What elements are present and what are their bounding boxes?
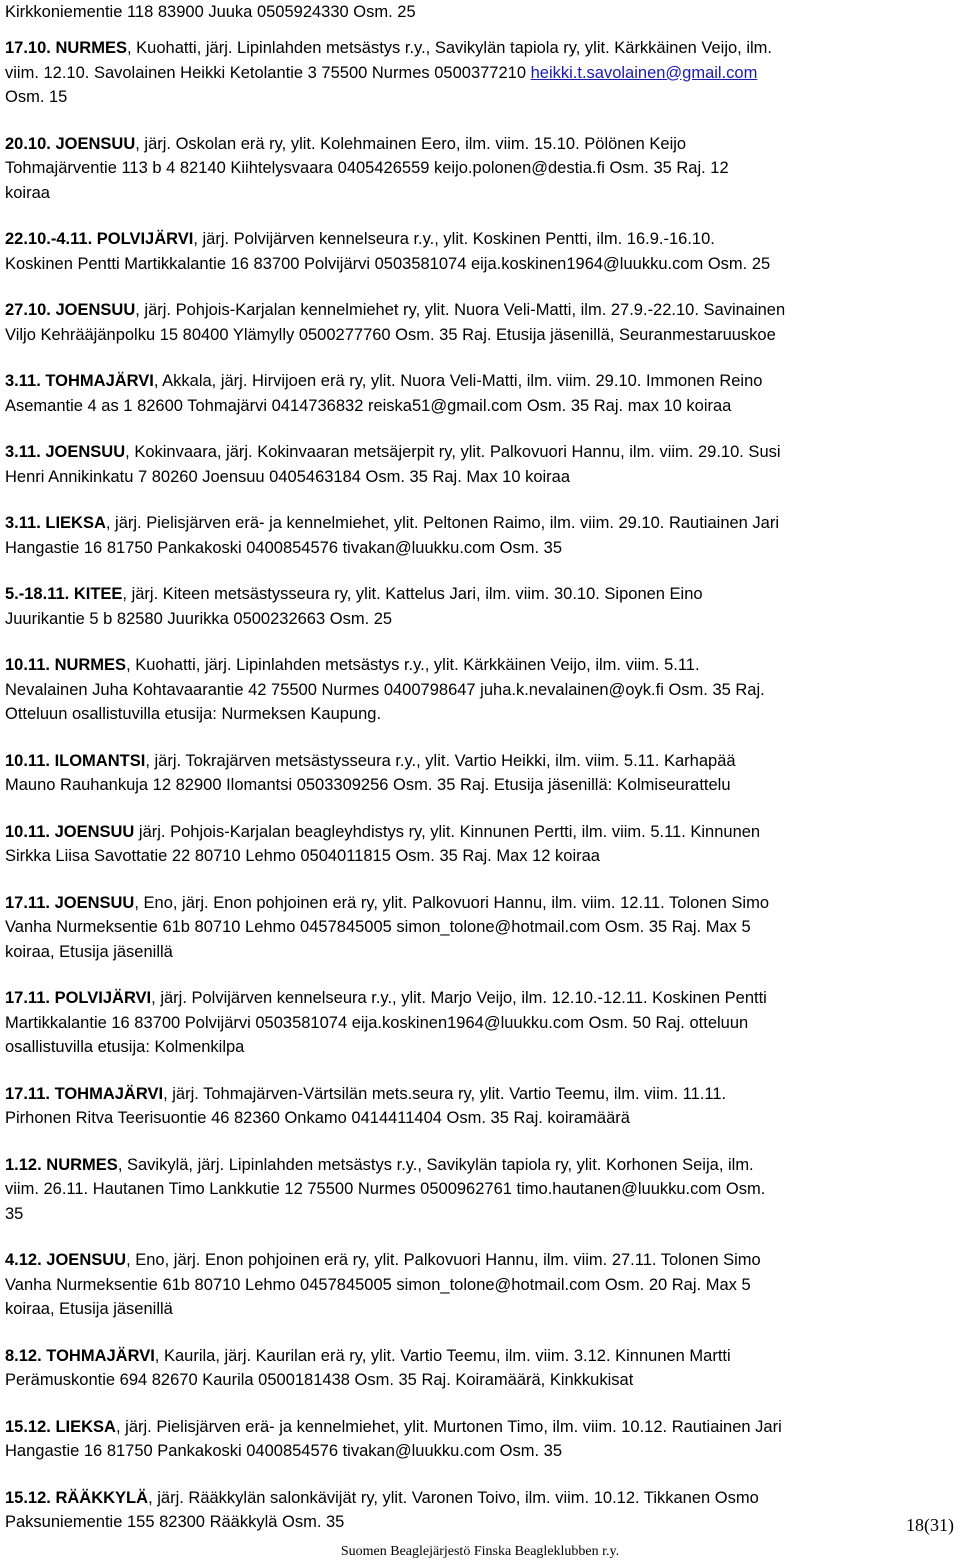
event-town: KITEE (73, 585, 123, 603)
event-details: , järj. Pielisjärven erä- ja kennelmiehet, ylit. Murtonen Timo, ilm. viim. 10.12. Rautiainen Jari (115, 1417, 782, 1436)
event-first-line (5, 820, 955, 845)
event-entry (5, 820, 955, 869)
event-town: RÄÄKKYLÄ (55, 1488, 149, 1507)
event-details: , järj. Kiteen metsästysseura ry, ylit. Kattelus Jari, ilm. viim. 30.10. Siponen Eino (122, 585, 703, 603)
event-entry (5, 1153, 955, 1227)
event-town: JOENSUU (55, 134, 136, 153)
event-first-line (5, 1153, 955, 1178)
event-line: Otteluun osallistuvilla etusija: Nurmeksen Kaupung. (5, 705, 382, 723)
event-date: 3.11. (5, 372, 46, 390)
event-details: , järj. Pielisjärven erä- ja kennelmiehet, ylit. Peltonen Raimo, ilm. viim. 29.10. Rautiainen Jari (105, 514, 780, 532)
event-first-line (5, 440, 955, 465)
event-line: koiraa, Etusija jäsenillä (5, 942, 173, 961)
continued-address-line: Kirkkoniementie 118 83900 Juuka 0505924330 Osm. 25 (5, 3, 416, 21)
event-first-line (5, 1248, 955, 1273)
event-town: POLVIJÄRVI (96, 230, 194, 248)
event-line: Nevalainen Juha Kohtavaarantie 42 75500 Nurmes 0400798647 juha.k.nevalainen@oyk.fi Osm. 35 Raj. (5, 680, 765, 699)
event-first-line (5, 891, 955, 916)
event-entry (5, 132, 955, 206)
event-date: 10.11. (5, 822, 55, 841)
event-line: koiraa (5, 183, 50, 202)
event-town: JOENSUU (54, 822, 135, 841)
event-town: NURMES (54, 656, 127, 674)
email-link[interactable]: heikki.t.savolainen@gmail.com (530, 63, 758, 82)
event-line: Mauno Rauhankuja 12 82900 Ilomantsi 0503309256 Osm. 35 Raj. Etusija jäsenillä: Kolmiseurattelu (5, 776, 731, 794)
event-date: 8.12. (5, 1346, 47, 1365)
event-details: , Kuohatti, järj. Lipinlahden metsästys r.y., ylit. Kärkkäinen Veijo, ilm. viim. 5.11. (126, 656, 700, 674)
event-town: JOENSUU (45, 443, 126, 461)
event-details: , järj. Tohmajärven-Värtsilän mets.seura ry, ylit. Vartio Teemu, ilm. viim. 11.11. (163, 1084, 727, 1103)
event-line: koiraa, Etusija jäsenillä (5, 1300, 173, 1318)
event-date: 10.11. (5, 656, 55, 674)
event-first-line (5, 511, 955, 536)
event-details: , Eno, järj. Enon pohjoinen erä ry, ylit. Palkovuori Hannu, ilm. viim. 12.11. Tolonen Simo (134, 893, 769, 912)
event-entry (5, 1082, 955, 1131)
event-line: Viljo Kehrääjänpolku 15 80400 Ylämylly 0500277760 Osm. 35 Raj. Etusija jäsenillä, Seuranmestaruuskoe (5, 325, 776, 344)
event-town: LIEKSA (55, 1417, 116, 1436)
event-first-line (5, 227, 955, 252)
event-line: Paksuniementie 155 82300 Rääkkylä Osm. 35 (5, 1513, 345, 1531)
event-entry (5, 1248, 955, 1322)
event-date: 15.12. (5, 1488, 56, 1507)
event-details: , järj. Pohjois-Karjalan kennelmiehet ry, ylit. Nuora Veli-Matti, ilm. 27.9.-22.10. Savinainen (135, 301, 786, 319)
event-first-line (5, 1486, 955, 1511)
event-first-line (5, 1415, 955, 1440)
event-line: Hangastie 16 81750 Pankakoski 0400854576 tivakan@luukku.com Osm. 35 (5, 1442, 563, 1460)
event-entry (5, 369, 955, 418)
event-date: 17.11. (5, 1084, 55, 1103)
event-entry (5, 227, 955, 276)
event-details: , Eno, järj. Enon pohjoinen erä ry, ylit. Palkovuori Hannu, ilm. viim. 27.11. Tolonen Simo (126, 1251, 761, 1269)
event-entry (5, 36, 955, 110)
event-town: LIEKSA (45, 514, 106, 532)
event-line: Henri Annikinkatu 7 80260 Joensuu 0405463184 Osm. 35 Raj. Max 10 koiraa (5, 467, 571, 486)
event-line: Vanha Nurmeksentie 61b 80710 Lehmo 0457845005 simon_tolone@hotmail.com Osm. 35 Raj. Max 5 (5, 918, 751, 936)
event-entry (5, 582, 955, 631)
event-first-line (5, 132, 955, 157)
event-line: Tohmajärventie 113 b 4 82140 Kiihtelysvaara 0405426559 keijo.polonen@destia.fi Osm. 35 Raj. 12 (5, 159, 729, 177)
event-town: TOHMAJÄRVI (46, 1346, 155, 1365)
event-details: , Kokinvaara, järj. Kokinvaaran metsäjerpit ry, ylit. Palkovuori Hannu, ilm. viim. 29.10. Susi (125, 443, 781, 461)
page-content (5, 0, 955, 1535)
event-line: 35 (5, 1204, 24, 1223)
event-town: TOHMAJÄRVI (45, 372, 154, 390)
event-details: , Savikylä, järj. Lipinlahden metsästys r.y., Savikylän tapiola ry, ylit. Korhonen Seija, ilm. (117, 1155, 754, 1174)
event-date: 3.11. (5, 443, 46, 461)
event-entry (5, 1415, 955, 1464)
event-line: Martikkalantie 16 83700 Polvijärvi 0503581074 eija.koskinen1964@luukku.com Osm. 50 Raj. otteluun (5, 1013, 749, 1032)
event-line: viim. 26.11. Hautanen Timo Lankkutie 12 75500 Nurmes 0500962761 timo.hautanen@luukku.com Osm. (5, 1180, 766, 1198)
event-details: , järj. Polvijärven kennelseura r.y., ylit. Koskinen Pentti, ilm. 16.9.-16.10. (193, 230, 715, 248)
event-line: Hangastie 16 81750 Pankakoski 0400854576 tivakan@luukku.com Osm. 35 (5, 538, 563, 557)
event-line: Osm. 15 (5, 88, 68, 106)
event-town: JOENSUU (46, 1251, 127, 1269)
event-date: 17.11. (5, 893, 55, 912)
event-details: järj. Pohjois-Karjalan beagleyhdistys ry, ylit. Kinnunen Pertti, ilm. viim. 5.11. Kinnunen (134, 822, 761, 841)
event-line: viim. 12.10. Savolainen Heikki Ketolantie 3 75500 Nurmes 0500377210 heikki.t.savolainen@gmail.com (5, 63, 758, 82)
event-date: 1.12. (5, 1155, 47, 1174)
event-details: , järj. Oskolan erä ry, ylit. Kolehmainen Eero, ilm. viim. 15.10. Pölönen Keijo (135, 134, 687, 153)
event-first-line (5, 582, 955, 607)
page-footer: Suomen Beaglejärjestö Finska Beagleklubben r.y. (340, 1544, 620, 1559)
event-details: , järj. Rääkkylän salonkävijät ry, ylit. Varonen Toivo, ilm. viim. 10.12. Tikkanen Osmo (148, 1488, 759, 1507)
event-first-line (5, 369, 955, 394)
event-entry (5, 1486, 955, 1535)
event-first-line (5, 1082, 955, 1107)
event-date: 17.10. (5, 39, 56, 57)
event-town: POLVIJÄRVI (54, 989, 152, 1007)
event-details: , järj. Polvijärven kennelseura r.y., ylit. Marjo Veijo, ilm. 12.10.-12.11. Koskinen Pentti (151, 989, 767, 1007)
event-date: 10.11. (5, 751, 55, 770)
event-date: 27.10. (5, 301, 56, 319)
event-date: 22.10.-4.11. (5, 230, 97, 248)
event-entry (5, 440, 955, 489)
event-town: JOENSUU (55, 301, 136, 319)
event-details: , järj. Tokrajärven metsästysseura r.y., ylit. Vartio Heikki, ilm. viim. 5.11. Karhapää (145, 751, 736, 770)
event-line: osallistuvilla etusija: Kolmenkilpa (5, 1038, 245, 1056)
event-details: , Kuohatti, järj. Lipinlahden metsästys r.y., Savikylän tapiola ry, ylit. Kärkkäinen Veijo, ilm. (126, 39, 772, 57)
event-line: Sirkka Liisa Savottatie 22 80710 Lehmo 0504011815 Osm. 35 Raj. Max 12 koiraa (5, 847, 600, 865)
event-town: NURMES (46, 1155, 118, 1174)
event-line: Vanha Nurmeksentie 61b 80710 Lehmo 0457845005 simon_tolone@hotmail.com Osm. 20 Raj. Max 5 (5, 1275, 751, 1294)
event-first-line (5, 36, 955, 61)
event-details: , Akkala, järj. Hirvijoen erä ry, ylit. Nuora Veli-Matti, ilm. viim. 29.10. Immonen Reino (153, 372, 763, 390)
event-line: Asemantie 4 as 1 82600 Tohmajärvi 0414736832 reiska51@gmail.com Osm. 35 Raj. max 10 koiraa (5, 396, 732, 415)
event-first-line (5, 749, 955, 774)
event-line: Pirhonen Ritva Teerisuontie 46 82360 Onkamo 0414411404 Osm. 35 Raj. koiramäärä (5, 1109, 630, 1127)
event-list (5, 36, 955, 1535)
event-date: 15.12. (5, 1417, 56, 1436)
event-town: TOHMAJÄRVI (54, 1084, 164, 1103)
event-entry (5, 298, 955, 347)
event-first-line (5, 298, 955, 323)
event-date: 20.10. (5, 134, 56, 153)
event-first-line (5, 653, 955, 678)
event-town: NURMES (55, 39, 127, 57)
event-entry (5, 1344, 955, 1393)
event-line: Perämuskontie 694 82670 Kaurila 0500181438 Osm. 35 Raj. Koiramäärä, Kinkkukisat (5, 1371, 634, 1389)
event-date: 17.11. (5, 989, 55, 1007)
event-date: 4.12. (5, 1251, 47, 1269)
event-line: Juurikantie 5 b 82580 Juurikka 0500232663 Osm. 25 (5, 609, 393, 628)
event-details: , Kaurila, järj. Kaurilan erä ry, ylit. Vartio Teemu, ilm. viim. 3.12. Kinnunen Martti (154, 1346, 731, 1365)
event-entry (5, 986, 955, 1060)
event-town: ILOMANTSI (54, 751, 146, 770)
event-first-line (5, 1344, 955, 1369)
page-number: 18(31) (906, 1515, 954, 1535)
event-town: JOENSUU (54, 893, 135, 912)
event-line: Koskinen Pentti Martikkalantie 16 83700 Polvijärvi 0503581074 eija.koskinen1964@luukku.com Osm. 25 (5, 254, 771, 273)
event-entry (5, 749, 955, 798)
event-date: 3.11. (5, 514, 46, 532)
event-first-line (5, 986, 955, 1011)
event-entry (5, 891, 955, 965)
event-date: 5.-18.11. (5, 585, 74, 603)
event-entry (5, 653, 955, 727)
event-entry (5, 511, 955, 560)
